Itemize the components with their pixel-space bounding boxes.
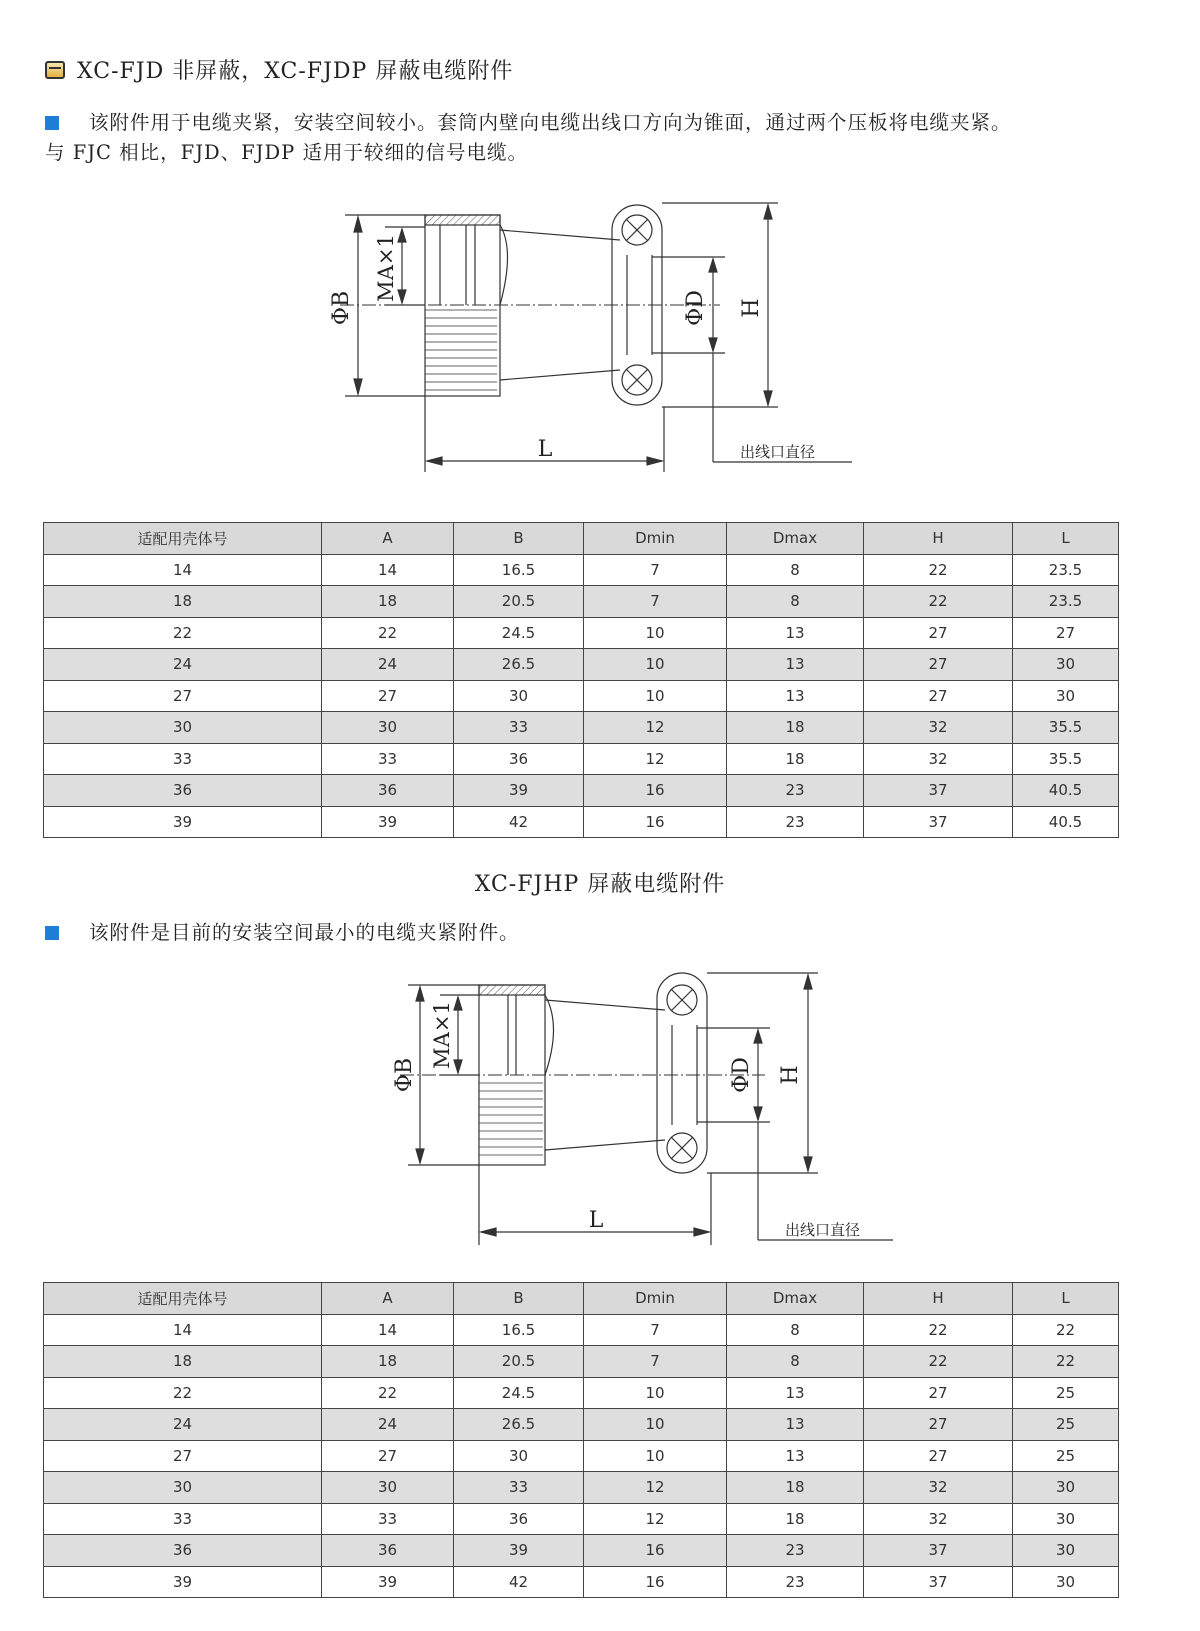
table-cell: 39: [454, 1535, 584, 1567]
table-cell: 24: [44, 649, 322, 681]
table-cell: 14: [44, 554, 322, 586]
table-cell: 32: [864, 1472, 1013, 1504]
table-cell: 22: [864, 554, 1013, 586]
table-cell: 27: [44, 1440, 322, 1472]
table-cell: 30: [1013, 1566, 1119, 1598]
table-cell: 18: [44, 586, 322, 618]
table-header-cell: Dmax: [727, 523, 864, 555]
table-cell: 18: [322, 586, 454, 618]
table-row: [44, 617, 1119, 649]
table-cell: 30: [1013, 1472, 1119, 1504]
table-cell: 22: [864, 586, 1013, 618]
table-cell: 37: [864, 1566, 1013, 1598]
table-cell: 12: [584, 743, 727, 775]
table-cell: 30: [322, 1472, 454, 1504]
table-header-cell: B: [454, 523, 584, 555]
table-row: [44, 743, 1119, 775]
table-cell: 27: [44, 680, 322, 712]
dim-label-l: L: [537, 437, 553, 462]
dim-label-ma: MA×1: [374, 234, 398, 302]
table-cell: 27: [864, 1440, 1013, 1472]
table-cell: 32: [864, 712, 1013, 744]
table-cell: 16: [584, 806, 727, 838]
table-cell: 30: [1013, 680, 1119, 712]
table-cell: 16: [584, 775, 727, 807]
table-cell: 30: [1013, 1503, 1119, 1535]
table-cell: 13: [727, 1440, 864, 1472]
section1-desc-line2: 与 FJC 相比，FJD、FJDP 适用于较细的信号电缆。: [45, 141, 528, 164]
dim-label-ma: MA×1: [430, 1001, 454, 1069]
table-row: [44, 1440, 1119, 1472]
table-cell: 13: [727, 649, 864, 681]
section2-description: [45, 918, 520, 948]
table-cell: 39: [44, 1566, 322, 1598]
table-cell: 18: [727, 1503, 864, 1535]
table-cell: 36: [322, 1535, 454, 1567]
table-cell: 18: [44, 1346, 322, 1378]
table-cell: 18: [322, 1346, 454, 1378]
table-cell: 13: [727, 1409, 864, 1441]
table-header-cell: Dmin: [584, 1283, 727, 1315]
table-row: [44, 1472, 1119, 1504]
table-cell: 30: [322, 712, 454, 744]
table-cell: 27: [1013, 617, 1119, 649]
table-cell: 27: [864, 617, 1013, 649]
table-row: [44, 1314, 1119, 1346]
table-header-cell: A: [322, 1283, 454, 1315]
dim-label-h: H: [778, 1065, 803, 1085]
table-cell: 13: [727, 617, 864, 649]
table-cell: 39: [454, 775, 584, 807]
table-cell: 23: [727, 806, 864, 838]
table-cell: 22: [1013, 1314, 1119, 1346]
table-cell: 22: [864, 1314, 1013, 1346]
table-cell: 32: [864, 743, 1013, 775]
table-cell: 35.5: [1013, 712, 1119, 744]
table-header-cell: Dmax: [727, 1283, 864, 1315]
table-cell: 20.5: [454, 1346, 584, 1378]
table-cell: 24: [322, 649, 454, 681]
section1-title-text: XC-FJD 非屏蔽，XC-FJDP 屏蔽电缆附件: [77, 59, 514, 84]
table-cell: 18: [727, 712, 864, 744]
table-cell: 42: [454, 806, 584, 838]
table-cell: 13: [727, 680, 864, 712]
table-cell: 30: [1013, 1535, 1119, 1567]
table-cell: 39: [322, 1566, 454, 1598]
table-cell: 7: [584, 554, 727, 586]
table-cell: 23: [727, 775, 864, 807]
table-cell: 30: [44, 1472, 322, 1504]
table-cell: 25: [1013, 1377, 1119, 1409]
table-cell: 18: [727, 1472, 864, 1504]
table-header-cell: Dmin: [584, 523, 727, 555]
table-cell: 36: [44, 775, 322, 807]
table-cell: 16.5: [454, 554, 584, 586]
table-cell: 23.5: [1013, 554, 1119, 586]
table-cell: 36: [454, 1503, 584, 1535]
fjhp-drawing: [0, 965, 1200, 1245]
table-cell: 27: [864, 649, 1013, 681]
fjd-spec-table: [43, 522, 1119, 838]
table-cell: 12: [584, 1472, 727, 1504]
table-row: [44, 586, 1119, 618]
table-row: [44, 1346, 1119, 1378]
folder-icon: [45, 61, 65, 79]
table-row: [44, 1535, 1119, 1567]
table-cell: 35.5: [1013, 743, 1119, 775]
exit-diameter-label: 出线口直径: [740, 443, 816, 461]
table-cell: 22: [864, 1346, 1013, 1378]
dim-label-b: ΦB: [392, 1057, 417, 1093]
section1-description: [45, 108, 1012, 168]
table-cell: 33: [44, 743, 322, 775]
table-cell: 14: [322, 1314, 454, 1346]
table-row: [44, 1503, 1119, 1535]
table-cell: 39: [44, 806, 322, 838]
table-row: [44, 649, 1119, 681]
table-cell: 27: [322, 680, 454, 712]
table-header-cell: H: [864, 523, 1013, 555]
table-row: [44, 775, 1119, 807]
table-cell: 37: [864, 1535, 1013, 1567]
table-cell: 30: [44, 712, 322, 744]
table-cell: 22: [44, 617, 322, 649]
table-cell: 24.5: [454, 1377, 584, 1409]
table-cell: 8: [727, 586, 864, 618]
table-cell: 13: [727, 1377, 864, 1409]
dim-label-b: ΦB: [329, 290, 354, 326]
table-cell: 30: [1013, 649, 1119, 681]
table-cell: 22: [44, 1377, 322, 1409]
dim-label-d: ΦD: [729, 1057, 754, 1093]
dim-label-d: ΦD: [683, 290, 708, 326]
bullet-square-icon: [45, 926, 59, 940]
table-cell: 24: [322, 1409, 454, 1441]
table-cell: 26.5: [454, 1409, 584, 1441]
table-cell: 14: [44, 1314, 322, 1346]
table-cell: 27: [864, 1377, 1013, 1409]
section1-desc-line1: 该附件用于电缆夹紧，安装空间较小。套筒内壁向电缆出线口方向为锥面，通过两个压板将电缆夹紧。: [89, 111, 1012, 134]
table-row: [44, 554, 1119, 586]
table-header-cell: L: [1013, 523, 1119, 555]
table-cell: 25: [1013, 1409, 1119, 1441]
table-cell: 23: [727, 1566, 864, 1598]
table-cell: 36: [454, 743, 584, 775]
table-cell: 10: [584, 680, 727, 712]
table-header-cell: A: [322, 523, 454, 555]
table-cell: 23.5: [1013, 586, 1119, 618]
table-cell: 16.5: [454, 1314, 584, 1346]
table-cell: 40.5: [1013, 775, 1119, 807]
table-cell: 7: [584, 1314, 727, 1346]
dim-label-h: H: [739, 298, 764, 318]
table-cell: 22: [322, 1377, 454, 1409]
table-cell: 20.5: [454, 586, 584, 618]
table-cell: 8: [727, 1346, 864, 1378]
table-cell: 25: [1013, 1440, 1119, 1472]
table-cell: 42: [454, 1566, 584, 1598]
table-cell: 30: [454, 1440, 584, 1472]
table-cell: 33: [44, 1503, 322, 1535]
table-row: [44, 806, 1119, 838]
table-cell: 16: [584, 1535, 727, 1567]
table-row: [44, 680, 1119, 712]
table-cell: 27: [322, 1440, 454, 1472]
table-row: [44, 1409, 1119, 1441]
bullet-square-icon: [45, 116, 59, 130]
table-cell: 24: [44, 1409, 322, 1441]
table-cell: 24.5: [454, 617, 584, 649]
table-cell: 10: [584, 1377, 727, 1409]
fjhp-spec-table: [43, 1282, 1119, 1598]
table-cell: 22: [322, 617, 454, 649]
dim-label-l: L: [588, 1208, 604, 1233]
table-cell: 27: [864, 680, 1013, 712]
table-cell: 37: [864, 775, 1013, 807]
table-cell: 36: [322, 775, 454, 807]
table-cell: 36: [44, 1535, 322, 1567]
table-cell: 8: [727, 1314, 864, 1346]
table-cell: 18: [727, 743, 864, 775]
table-header-cell: L: [1013, 1283, 1119, 1315]
table-cell: 23: [727, 1535, 864, 1567]
table-cell: 40.5: [1013, 806, 1119, 838]
table-row: [44, 1566, 1119, 1598]
table-cell: 10: [584, 1409, 727, 1441]
table-header-cell: H: [864, 1283, 1013, 1315]
table-cell: 22: [1013, 1346, 1119, 1378]
table-cell: 7: [584, 1346, 727, 1378]
table-cell: 16: [584, 1566, 727, 1598]
section1-title: [45, 54, 513, 85]
table-cell: 33: [454, 712, 584, 744]
table-cell: 33: [322, 1503, 454, 1535]
exit-diameter-label: 出线口直径: [785, 1221, 861, 1239]
table-cell: 37: [864, 806, 1013, 838]
table-cell: 32: [864, 1503, 1013, 1535]
table-cell: 14: [322, 554, 454, 586]
table-header-cell: 适配用壳体号: [44, 523, 322, 555]
fjd-drawing: [0, 190, 1200, 490]
table-cell: 12: [584, 1503, 727, 1535]
table-cell: 33: [322, 743, 454, 775]
table-cell: 10: [584, 617, 727, 649]
table-cell: 39: [322, 806, 454, 838]
table-row: [44, 712, 1119, 744]
section2-desc-line1: 该附件是目前的安装空间最小的电缆夹紧附件。: [89, 921, 520, 944]
table-cell: 27: [864, 1409, 1013, 1441]
section2-title: XC-FJHP 屏蔽电缆附件: [474, 872, 726, 897]
table-cell: 8: [727, 554, 864, 586]
table-cell: 26.5: [454, 649, 584, 681]
table-cell: 12: [584, 712, 727, 744]
table-row: [44, 1377, 1119, 1409]
table-header-row: [44, 1283, 1119, 1315]
table-cell: 10: [584, 649, 727, 681]
table-header-cell: 适配用壳体号: [44, 1283, 322, 1315]
table-header-cell: B: [454, 1283, 584, 1315]
table-cell: 33: [454, 1472, 584, 1504]
table-cell: 10: [584, 1440, 727, 1472]
table-cell: 30: [454, 680, 584, 712]
table-header-row: [44, 523, 1119, 555]
table-cell: 7: [584, 586, 727, 618]
